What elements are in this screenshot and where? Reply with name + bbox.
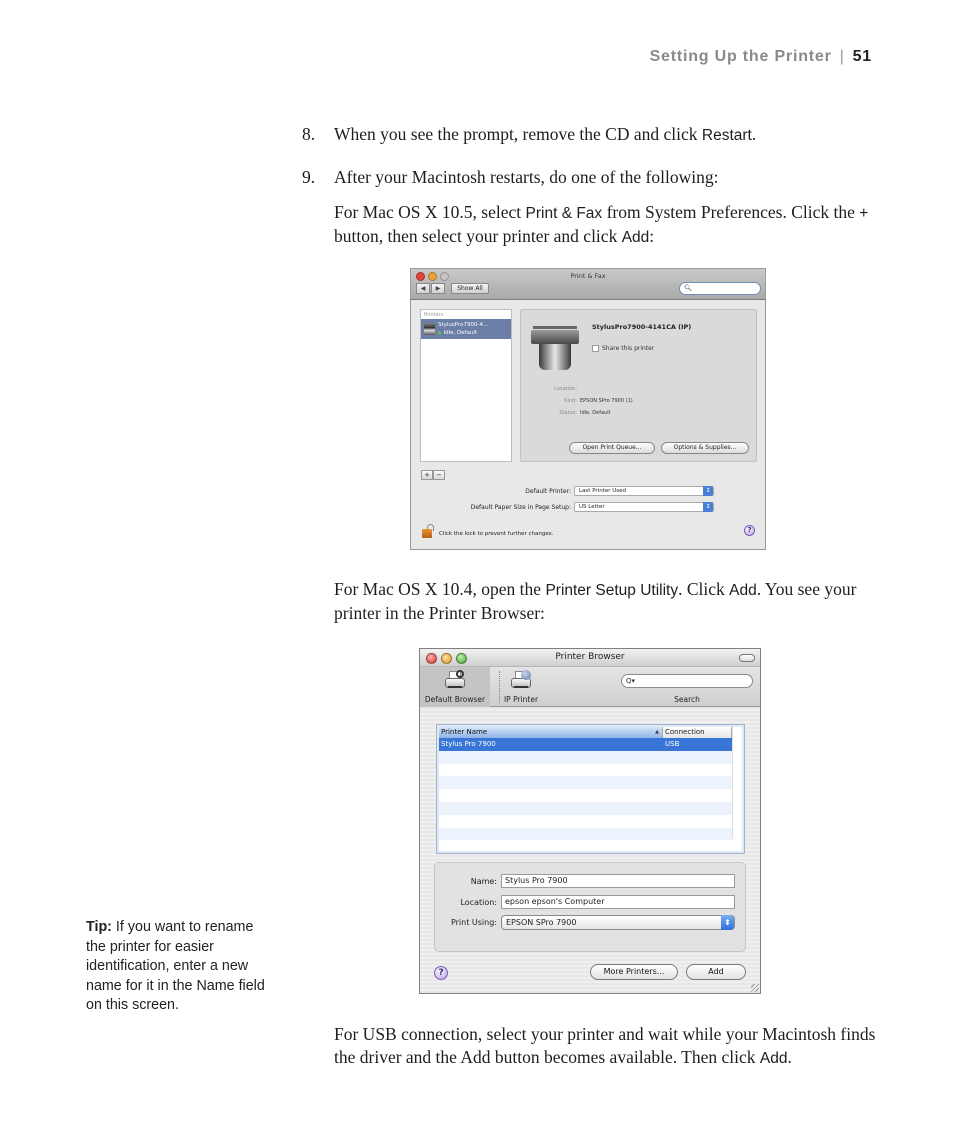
printers-list-header: Printers (424, 312, 444, 318)
tip-label: Tip: (86, 919, 112, 935)
running-head (650, 48, 872, 66)
printer-icon (424, 323, 435, 335)
printer-details-form (434, 862, 746, 952)
pb-toolbar (420, 667, 760, 707)
table-row[interactable] (439, 840, 732, 853)
show-all-button[interactable]: Show All (451, 283, 489, 294)
column-printer-name[interactable]: Printer Name ▲ (439, 727, 663, 738)
step-9-text: After your Macintosh restarts, do one of the following: (334, 167, 719, 187)
add-term: Add (729, 582, 757, 599)
name-label: Name: (470, 876, 497, 886)
printer-search-icon (444, 670, 466, 692)
printer-setup-utility-term: Printer Setup Utility (545, 582, 679, 599)
table-scrollbar[interactable] (732, 727, 742, 839)
page-number: 51 (852, 48, 872, 65)
search-icon: 🔍︎ (684, 284, 693, 292)
location-input[interactable]: epson epson's Computer (501, 895, 735, 909)
table-row[interactable] (439, 789, 732, 802)
table-body (439, 738, 732, 853)
default-browser-label: Default Browser (424, 695, 486, 704)
toolbar-toggle-button[interactable] (739, 654, 755, 662)
window-title: Printer Browser (555, 652, 625, 662)
table-row[interactable]: Stylus Pro 7900 USB (439, 738, 732, 751)
table-row[interactable] (439, 828, 732, 841)
plus-term: + (859, 205, 869, 222)
name-input[interactable]: Stylus Pro 7900 (501, 874, 735, 888)
printer-item-status: ● Idle, Default (438, 329, 488, 337)
table-row[interactable] (439, 751, 732, 764)
ip-printer-tab[interactable] (500, 667, 542, 707)
table-row[interactable] (439, 776, 732, 789)
printer-name: StylusPro7900-4141CA (IP) (592, 323, 692, 331)
back-button[interactable]: ◀ (416, 283, 430, 294)
usb-instructions: For USB connection, select your printer and wait while your Macintosh finds the driver and the Add button becomes available. Then click Add. (334, 1024, 876, 1067)
paper-size-row (431, 502, 714, 512)
large-printer-icon (531, 326, 579, 370)
share-checkbox[interactable] (592, 345, 599, 352)
pf-titlebar (411, 269, 765, 300)
step-8-number: 8. (302, 124, 316, 144)
step-9-number: 9. (302, 167, 316, 187)
table-row[interactable] (439, 802, 732, 815)
add-remove-buttons (421, 470, 445, 480)
mac-105-instructions: For Mac OS X 10.5, select Print & Fax from System Preferences. Click the + button, then select your printer and click Add: (334, 202, 869, 246)
printer-item-name: StylusPro7900-4... (438, 321, 489, 328)
default-browser-tab[interactable] (420, 667, 490, 707)
lock-text: Click the lock to prevent further changes. (439, 531, 554, 537)
table-header (439, 727, 732, 738)
printer-table (436, 724, 745, 854)
printer-detail-panel (520, 309, 757, 462)
print-using-select[interactable]: EPSON SPro 7900 ⬍ (501, 915, 735, 930)
resize-grip[interactable] (751, 984, 759, 992)
kind-row: Kind: EPSON SPro 7900 (1) (564, 398, 633, 404)
print-fax-window (410, 268, 766, 550)
add-term: Add (621, 229, 650, 246)
search-field[interactable] (679, 282, 761, 295)
table-row[interactable] (439, 815, 732, 828)
search-label: Search (674, 695, 700, 704)
ip-printer-label: IP Printer (503, 695, 539, 704)
print-using-row (435, 915, 735, 930)
add-button[interactable]: Add (686, 964, 746, 980)
pb-titlebar (420, 649, 760, 667)
default-printer-label: Default Printer: (525, 487, 571, 495)
printer-list-item[interactable] (421, 319, 511, 339)
search-input[interactable]: Q▾ (621, 674, 753, 688)
mac-104-instructions: For Mac OS X 10.4, open the Printer Setup Utility. Click Add. You see your printer in the Printer Browser: (334, 579, 857, 623)
ip-printer-icon (510, 670, 532, 692)
help-button[interactable]: ? (434, 966, 448, 980)
default-printer-select[interactable]: Last Printer Used ↕ (574, 486, 714, 496)
add-printer-button[interactable]: + (421, 470, 433, 480)
location-field-row (435, 895, 735, 909)
share-printer-option[interactable] (592, 345, 654, 352)
table-row[interactable] (439, 764, 732, 777)
lock-icon[interactable] (422, 524, 432, 538)
column-connection[interactable]: Connection (663, 727, 732, 738)
location-row: Location: (554, 386, 577, 392)
share-label: Share this printer (602, 345, 655, 352)
print-using-label: Print Using: (450, 918, 497, 927)
open-print-queue-button[interactable]: Open Print Queue... (569, 442, 655, 454)
tip-note (86, 918, 276, 1016)
paper-size-label: Default Paper Size in Page Setup: (470, 503, 571, 511)
more-printers-button[interactable]: More Printers... (590, 964, 678, 980)
nav-buttons (416, 283, 445, 294)
status-row: Status: Idle, Default (559, 410, 611, 416)
tip-text: If you want to rename the printer for easier identification, enter a new name for it in the Name field on this screen. (86, 919, 265, 1013)
header-separator: | (839, 48, 845, 65)
default-printer-row (471, 486, 714, 496)
print-fax-term: Print & Fax (525, 205, 603, 222)
name-field-row (435, 874, 735, 888)
printers-list (420, 309, 512, 462)
paper-size-select[interactable]: US Letter ↕ (574, 502, 714, 512)
restart-term: Restart (701, 127, 752, 144)
forward-button[interactable]: ▶ (431, 283, 445, 294)
add-term: Add (759, 1050, 788, 1067)
printer-browser-window (419, 648, 761, 994)
options-supplies-button[interactable]: Options & Supplies... (661, 442, 749, 454)
step-8-text: When you see the prompt, remove the CD and click Restart. (334, 124, 757, 144)
location-label: Location: (460, 897, 497, 907)
remove-printer-button[interactable]: − (433, 470, 445, 480)
section-title: Setting Up the Printer (649, 48, 832, 65)
window-title: Print & Fax (570, 272, 606, 280)
help-button[interactable]: ? (744, 525, 755, 536)
